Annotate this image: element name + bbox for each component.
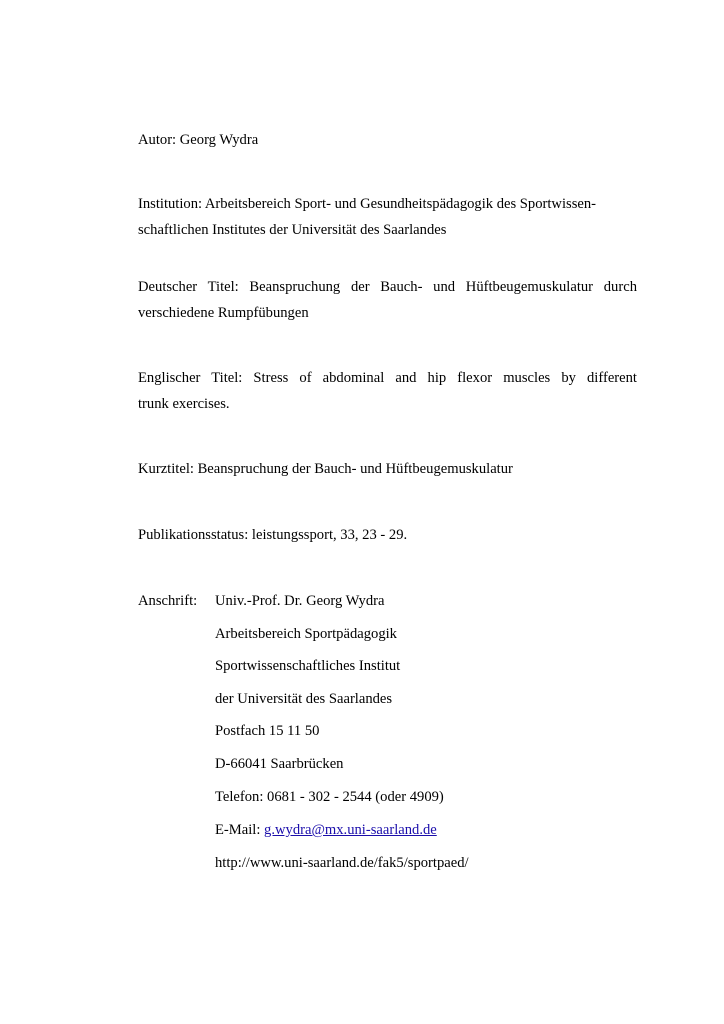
address-line-email	[215, 820, 437, 840]
address-line-po-box: Postfach 15 11 50	[215, 723, 320, 739]
address-line-phone: Telefon: 0681 - 302 - 2544 (oder 4909)	[215, 789, 444, 805]
address-line-department: Arbeitsbereich Sportpädagogik	[215, 626, 397, 642]
german-title-paragraph	[138, 274, 637, 326]
address-line-name: Univ.-Prof. Dr. Georg Wydra	[215, 593, 385, 609]
address-label: Anschrift:	[138, 593, 198, 609]
address-line-institute: Sportwissenschaftliches Institut	[215, 658, 401, 674]
email-link[interactable]: g.wydra@mx.uni-saarland.de	[264, 822, 437, 838]
author-line: Autor: Georg Wydra	[138, 132, 259, 148]
english-title-line-2: trunk exercises.	[138, 396, 230, 412]
email-label: E-Mail:	[215, 822, 265, 838]
english-title-paragraph	[138, 365, 637, 417]
publication-status-line: Publikationsstatus: leistungssport, 33, 23 - 29.	[138, 527, 408, 543]
english-title-line-1: Englischer Titel: Stress of abdominal and hip flexor muscles by different	[138, 370, 637, 386]
institution-paragraph	[138, 191, 637, 243]
german-title-line-2: verschiedene Rumpfübungen	[138, 305, 309, 321]
institution-line-1: Institution: Arbeitsbereich Sport- und Gesundheitspädagogik des Sportwissen-	[138, 196, 597, 212]
address-line-university: der Universität des Saarlandes	[215, 691, 393, 707]
german-title-line-1: Deutscher Titel: Beanspruchung der Bauch- und Hüftbeugemuskulatur durch	[138, 279, 637, 295]
address-line-city: D-66041 Saarbrücken	[215, 756, 344, 772]
short-title-line: Kurztitel: Beanspruchung der Bauch- und Hüftbeugemuskulatur	[138, 461, 513, 477]
address-line-website: http://www.uni-saarland.de/fak5/sportpaed/	[215, 855, 469, 871]
institution-line-2: schaftlichen Institutes der Universität des Saarlandes	[138, 222, 447, 238]
